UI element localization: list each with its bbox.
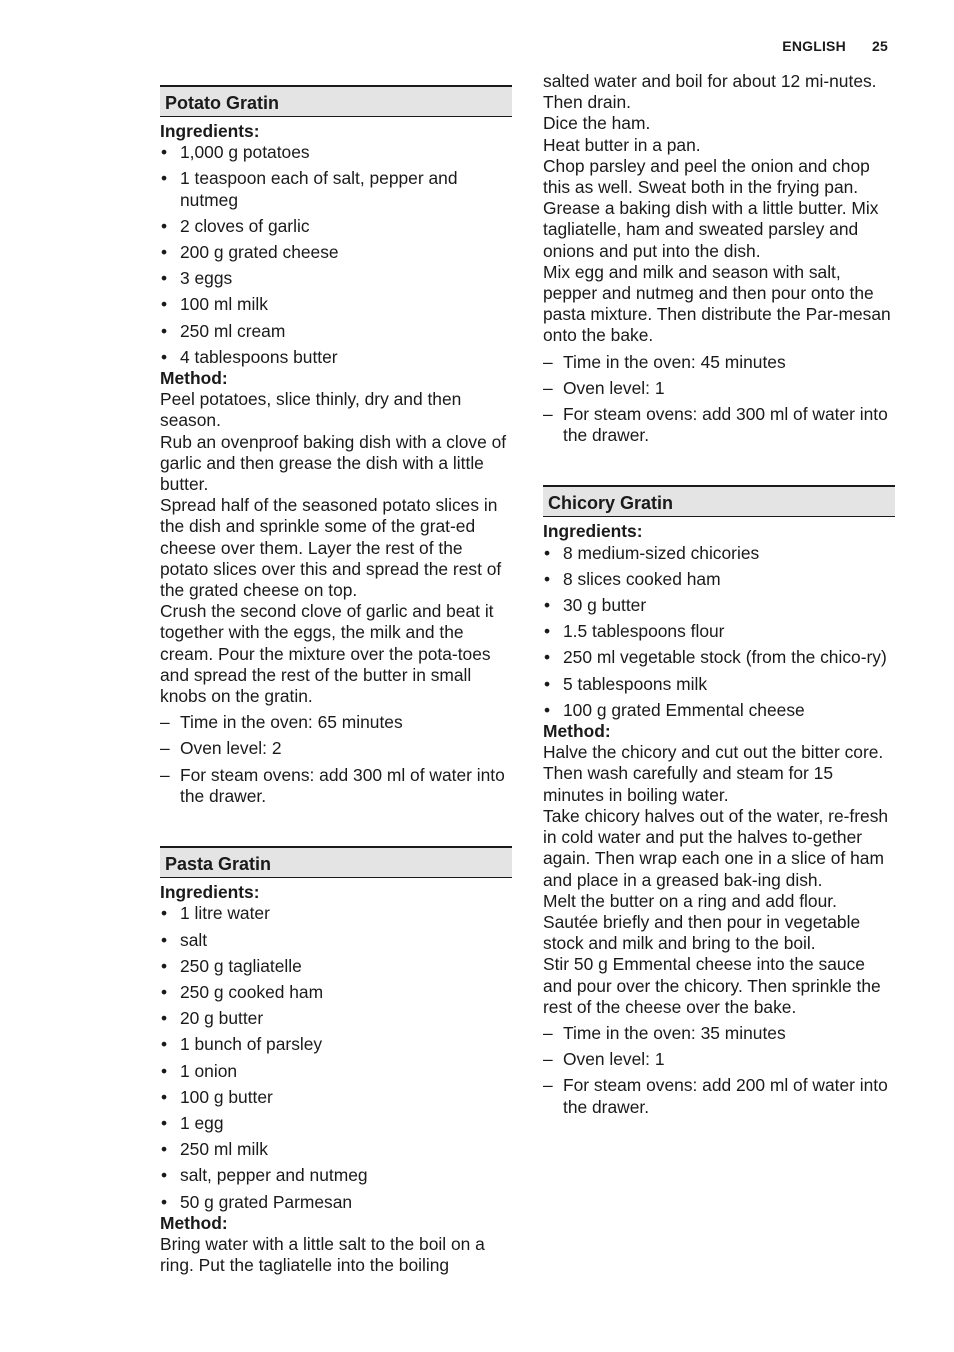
pasta-method-step: Bring water with a little salt to the boil on a ring. Put the tagliatelle into the boiling — [160, 1233, 485, 1276]
list-item: • 8 medium-sized chicories — [543, 543, 895, 564]
list-item: • 1 egg — [160, 1113, 512, 1134]
note-item: – For steam ovens: add 300 ml of water into the drawer. — [543, 404, 895, 446]
potato-notes-list — [160, 712, 512, 807]
list-item: • 1 litre water — [160, 903, 512, 924]
pasta-method-label: Method: — [160, 1212, 228, 1233]
chicory-method-step: Take chicory halves out of the water, re-fresh in cold water and put the halves to-gether again. Then wrap each one in a slice of ham and place in a greased bak-ing dish. — [543, 805, 889, 890]
pasta-ingredients-list — [160, 903, 512, 1212]
note-item: – Oven level: 1 — [543, 378, 895, 399]
list-item: • 250 ml vegetable stock (from the chico-ry) — [543, 647, 895, 668]
note-item: – Oven level: 1 — [543, 1049, 895, 1070]
chicory-method-step: Stir 50 g Emmental cheese into the sauce and pour over the chicory. Then sprinkle the rest of the cheese over the bake. — [543, 954, 881, 1017]
list-item: • salt, pepper and nutmeg — [160, 1165, 512, 1186]
list-item: • 4 tablespoons butter — [160, 347, 512, 368]
header-language: ENGLISH — [782, 38, 846, 54]
potato-method-label: Method: — [160, 368, 228, 389]
potato-ingredients-label: Ingredients: — [160, 121, 260, 141]
list-item: • 200 g grated cheese — [160, 242, 512, 263]
note-item: – Oven level: 2 — [160, 738, 512, 759]
list-item: • 100 g grated Emmental cheese — [543, 700, 895, 721]
chicory-notes-list — [543, 1023, 895, 1118]
pasta-method-step: Dice the ham. — [543, 113, 651, 134]
note-item: – Time in the oven: 65 minutes — [160, 712, 512, 733]
list-item: • 250 g cooked ham — [160, 982, 512, 1003]
pasta-ingredients-label: Ingredients: — [160, 882, 260, 903]
list-item: • 1.5 tablespoons flour — [543, 621, 895, 642]
section-title-pasta-gratin: Pasta Gratin — [160, 846, 512, 878]
chicory-method-label: Method: — [543, 721, 611, 742]
note-item: – Time in the oven: 35 minutes — [543, 1023, 895, 1044]
list-item: • 3 eggs — [160, 268, 512, 289]
list-item: • 1 onion — [160, 1061, 512, 1082]
list-item: • 250 ml cream — [160, 321, 512, 342]
note-item: – For steam ovens: add 200 ml of water into the drawer. — [543, 1075, 895, 1117]
list-item: • 30 g butter — [543, 595, 895, 616]
potato-method-step: Peel potatoes, slice thinly, dry and then season. — [160, 389, 462, 431]
right-column — [543, 0, 895, 1123]
note-item: – Time in the oven: 45 minutes — [543, 352, 895, 373]
section-title-chicory-gratin: Chicory Gratin — [543, 485, 895, 517]
pasta-method-step: Mix egg and milk and season with salt, pepper and nutmeg and then pour onto the pasta mixture. Then distribute the Par-mesan onto the bake. — [543, 261, 891, 346]
page-number: 25 — [872, 38, 888, 54]
pasta-method-step: Grease a baking dish with a little butter. Mix tagliatelle, ham and sweated parsley and onions and put into the dish. — [543, 198, 879, 261]
potato-method-step: Spread half of the seasoned potato slices in the dish and sprinkle some of the grat-ed cheese over them. Layer the rest of the potato slices over this and spread the rest of the grated cheese on top. — [160, 495, 502, 601]
chicory-ingredients-label: Ingredients: — [543, 521, 643, 542]
list-item: • 100 g butter — [160, 1087, 512, 1108]
note-item: – For steam ovens: add 300 ml of water into the drawer. — [160, 765, 512, 807]
list-item: • 250 ml milk — [160, 1139, 512, 1160]
list-item: • salt — [160, 930, 512, 951]
list-item: • 1 bunch of parsley — [160, 1034, 512, 1055]
pasta-notes-list — [543, 352, 895, 447]
potato-method-step: Crush the second clove of garlic and beat it together with the eggs, the milk and the cream. Pour the mixture over the pota-toes and spread the rest of the butter in small knobs on the gratin. — [160, 601, 494, 707]
section-title-potato-gratin: Potato Gratin — [160, 85, 512, 117]
list-item: • 5 tablespoons milk — [543, 674, 895, 695]
list-item: • 50 g grated Parmesan — [160, 1192, 512, 1213]
left-column — [160, 0, 512, 1276]
list-item: • 1 teaspoon each of salt, pepper and nutmeg — [160, 168, 512, 210]
list-item: • 250 g tagliatelle — [160, 956, 512, 977]
list-item: • 1,000 g potatoes — [160, 142, 512, 163]
chicory-method-step: Melt the butter on a ring and add flour. Sautée briefly and then pour in vegetable stock and milk and bring to the boil. — [543, 890, 861, 954]
chicory-method-step: Halve the chicory and cut out the bitter core. Then wash carefully and steam for 15 minutes in boiling water. — [543, 742, 884, 805]
pasta-method-step: Chop parsley and peel the onion and chop this as well. Sweat both in the frying pan. — [543, 155, 870, 198]
chicory-ingredients-list — [543, 543, 895, 721]
list-item: • 100 ml milk — [160, 294, 512, 315]
list-item: • 2 cloves of garlic — [160, 216, 512, 237]
potato-method-step: Rub an ovenproof baking dish with a clove of garlic and then grease the dish with a little butter. — [160, 431, 507, 495]
pasta-method-step: salted water and boil for about 12 mi-nutes. Then drain. — [543, 71, 877, 113]
list-item: • 8 slices cooked ham — [543, 569, 895, 590]
pasta-method-step: Heat butter in a pan. — [543, 134, 701, 155]
potato-ingredients-list — [160, 142, 512, 368]
list-item: • 20 g butter — [160, 1008, 512, 1029]
